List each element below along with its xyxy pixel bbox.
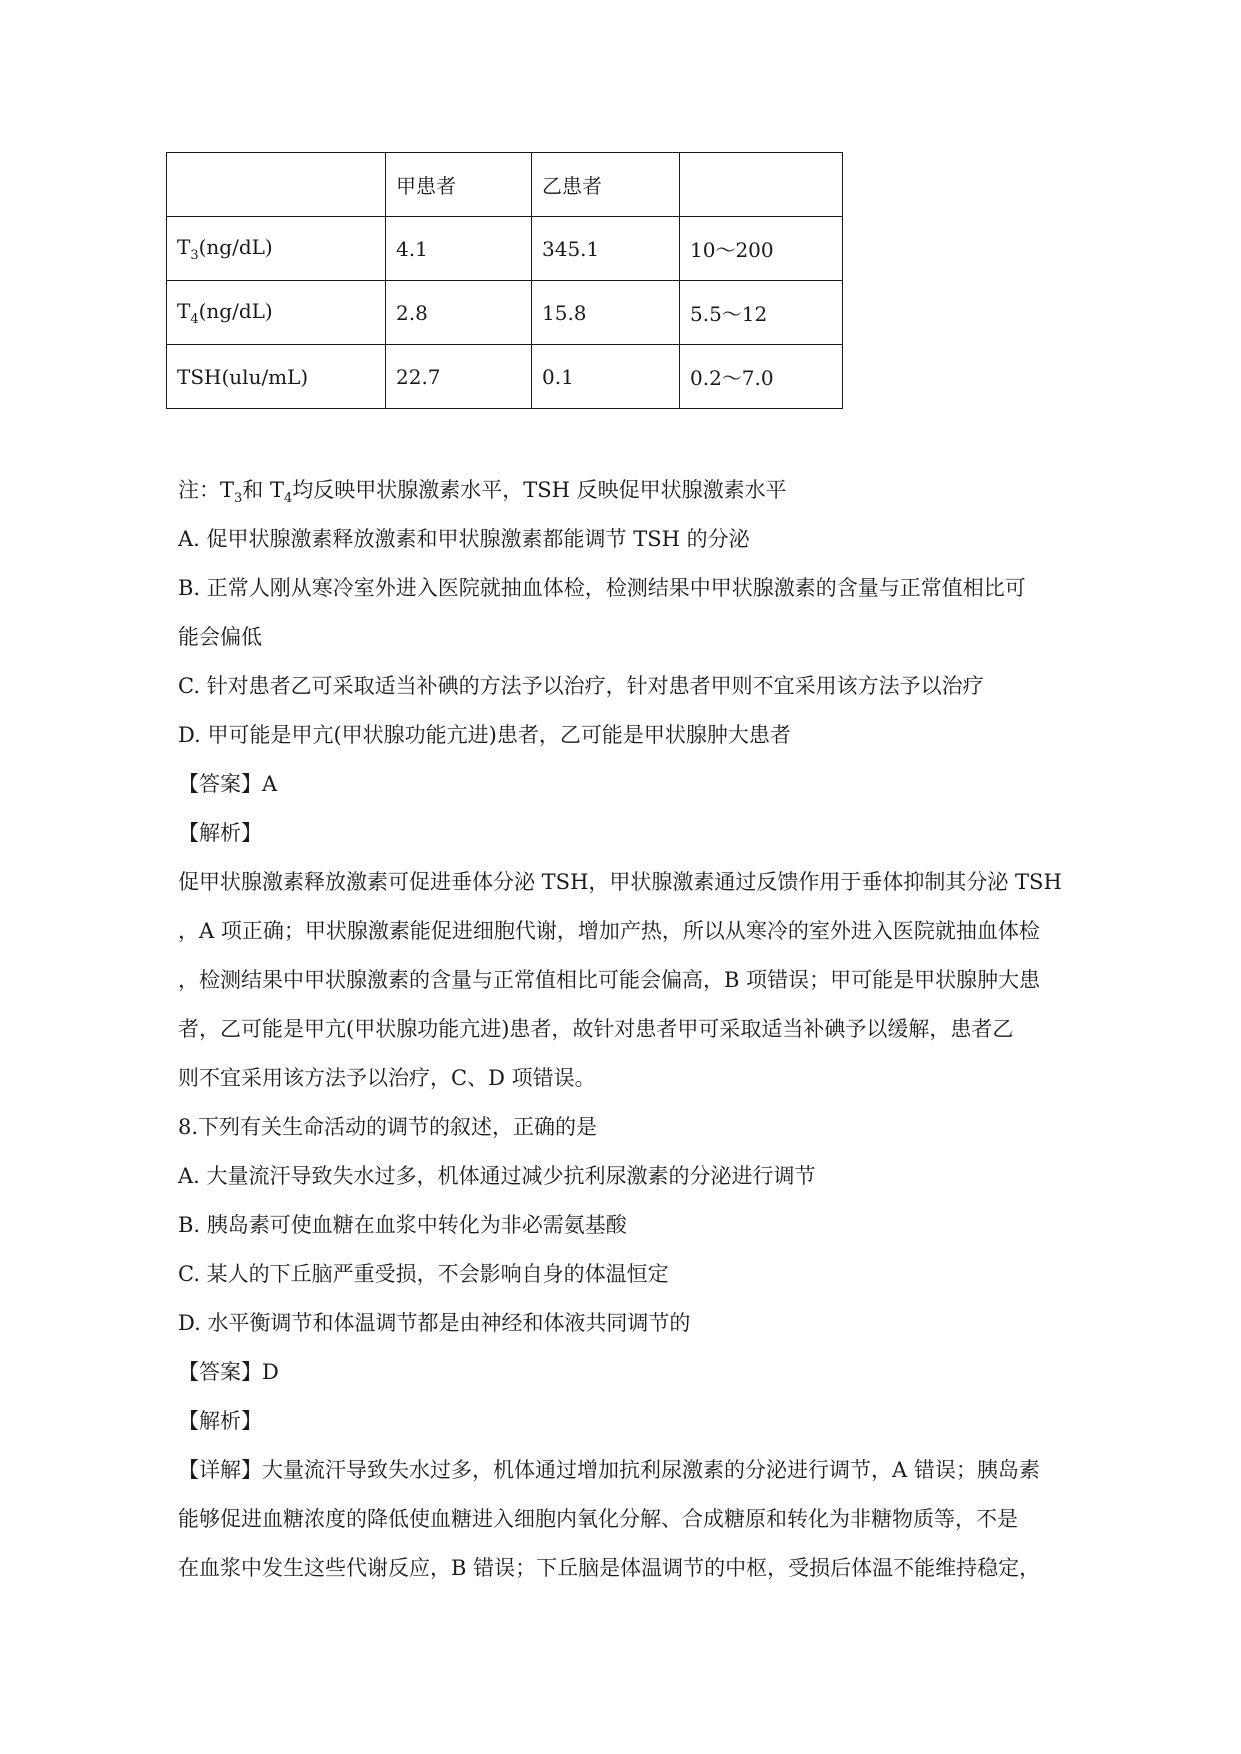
table-header-cell [680, 153, 843, 217]
table-cell: 10～200 [680, 217, 843, 281]
q7-analysis-line: 促甲状腺激素释放激素可促进垂体分泌 TSH，甲状腺激素通过反馈作用于垂体抑制其分泌 TSH [178, 870, 1062, 894]
q8-detail-line: 在血浆中发生这些代谢反应，B 错误；下丘脑是体温调节的中枢，受损后体温不能维持稳定， [178, 1556, 1041, 1580]
q8-option-c: C. 某人的下丘脑严重受损，不会影响自身的体温恒定 [178, 1262, 669, 1286]
table-cell: 22.7 [386, 345, 532, 409]
q7-option-b: B. 正常人刚从寒冷室外进入医院就抽血体检，检测结果中甲状腺激素的含量与正常值相比可 [178, 576, 1026, 600]
table-row-label: TSH(ulu/mL) [167, 345, 386, 409]
table-cell: 5.5～12 [680, 281, 843, 345]
q8-option-b: B. 胰岛素可使血糖在血浆中转化为非必需氨基酸 [178, 1213, 627, 1237]
q7-answer: 【答案】A [178, 772, 278, 796]
table-row [167, 281, 843, 345]
table-row-label: $T_4(ng/dL)$ [167, 281, 386, 345]
q7-option-d: D. 甲可能是甲亢(甲状腺功能亢进)患者，乙可能是甲状腺肿大患者 [178, 723, 791, 747]
q7-analysis-label: 【解析】 [178, 821, 262, 845]
q7-option-b-cont: 能会偏低 [178, 625, 262, 649]
q8-detail-line: 【详解】大量流汗导致失水过多，机体通过增加抗利尿激素的分泌进行调节，A 错误；胰岛素 [178, 1458, 1040, 1482]
q8-option-d: D. 水平衡调节和体温调节都是由神经和体液共同调节的 [178, 1311, 691, 1335]
q7-analysis-line: ，检测结果中甲状腺激素的含量与正常值相比可能会偏高，B 项错误；甲可能是甲状腺肿大患 [178, 968, 1041, 992]
q7-analysis-line: 者，乙可能是甲亢(甲状腺功能亢进)患者，故针对患者甲可采取适当补碘予以缓解，患者乙 [178, 1017, 1014, 1041]
q8-detail-line: 能够促进血糖浓度的降低使血糖进入细胞内氧化分解、合成糖原和转化为非糖物质等，不是 [178, 1507, 1018, 1531]
q8-option-a: A. 大量流汗导致失水过多，机体通过减少抗利尿激素的分泌进行调节 [178, 1164, 816, 1188]
table-cell: 0.2～7.0 [680, 345, 843, 409]
q8-analysis-label: 【解析】 [178, 1409, 262, 1433]
table-header-cell [167, 153, 386, 217]
table-note: 注：$T_3$和 $T_4$均反映甲状腺激素水平，TSH 反映促甲状腺激素水平 [178, 478, 787, 507]
question-text [178, 466, 1068, 1593]
table-cell: 4.1 [386, 217, 532, 281]
table-cell: 0.1 [532, 345, 680, 409]
q8-stem: 8.下列有关生命活动的调节的叙述，正确的是 [178, 1115, 598, 1139]
table-cell: 2.8 [386, 281, 532, 345]
q7-option-c: C. 针对患者乙可采取适当补碘的方法予以治疗，针对患者甲则不宜采用该方法予以治疗 [178, 674, 984, 698]
table-row [167, 217, 843, 281]
q7-option-a: A. 促甲状腺激素释放激素和甲状腺激素都能调节 TSH 的分泌 [178, 527, 750, 551]
table-cell: 345.1 [532, 217, 680, 281]
table-row-label: $T_3(ng/dL)$ [167, 217, 386, 281]
table-header-cell: 乙患者 [532, 153, 680, 217]
q7-analysis-line: ，A 项正确；甲状腺激素能促进细胞代谢，增加产热，所以从寒冷的室外进入医院就抽血体检 [178, 919, 1040, 943]
q7-analysis-line: 则不宜采用该方法予以治疗，C、D 项错误。 [178, 1066, 596, 1090]
q8-answer: 【答案】D [178, 1360, 279, 1384]
table-cell: 15.8 [532, 281, 680, 345]
table-header-cell: 甲患者 [386, 153, 532, 217]
table-row [167, 345, 843, 409]
table-header-row [167, 153, 843, 217]
thyroid-data-table [166, 152, 843, 409]
